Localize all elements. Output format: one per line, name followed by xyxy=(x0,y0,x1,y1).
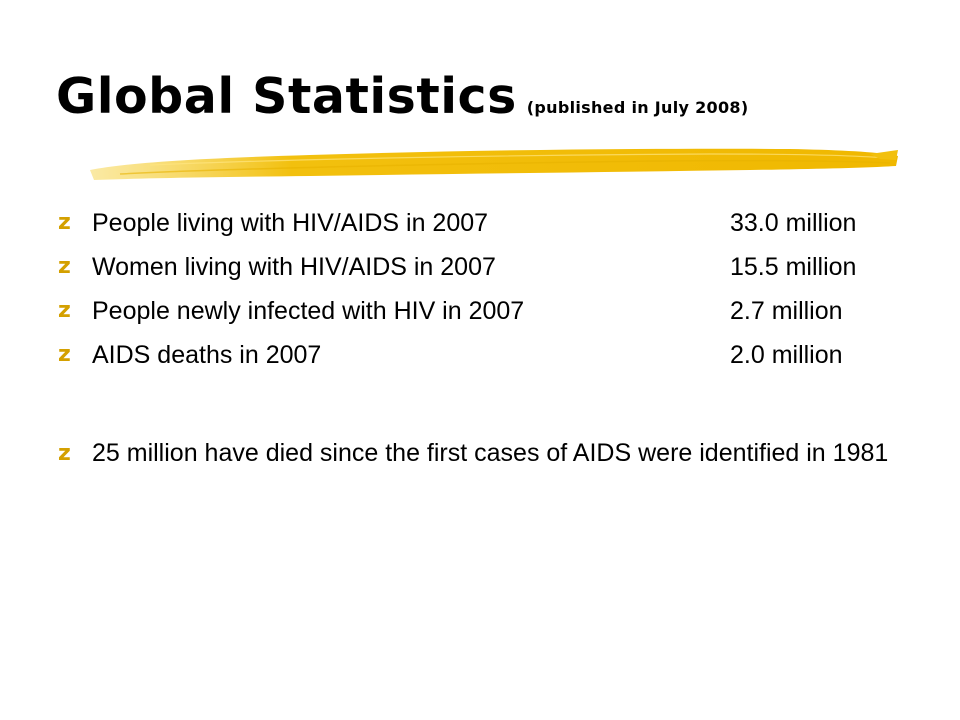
slide-title: Global Statistics xyxy=(56,68,517,125)
bullet-icon: z xyxy=(58,298,71,323)
slide-title-block xyxy=(56,68,749,125)
summary-note xyxy=(58,437,918,470)
stats-list xyxy=(58,205,918,470)
stat-value: 33.0 million xyxy=(730,209,857,237)
bullet-icon: z xyxy=(58,441,71,466)
stat-value: 2.7 million xyxy=(730,297,843,325)
brush-stroke-underline xyxy=(90,140,900,186)
summary-note-text: 25 million have died since the first cases of AIDS were identified in 1981 xyxy=(92,439,889,467)
stat-row xyxy=(58,293,918,337)
slide-subtitle: (published in July 2008) xyxy=(526,98,749,117)
bullet-icon: z xyxy=(58,210,71,235)
stat-row xyxy=(58,205,918,249)
stat-label: People living with HIV/AIDS in 2007 xyxy=(92,209,489,237)
stat-label: Women living with HIV/AIDS in 2007 xyxy=(92,253,496,281)
stat-row xyxy=(58,249,918,293)
stat-label: People newly infected with HIV in 2007 xyxy=(92,297,525,325)
stat-label: AIDS deaths in 2007 xyxy=(92,341,322,369)
bullet-icon: z xyxy=(58,254,71,279)
stat-value: 15.5 million xyxy=(730,253,857,281)
bullet-icon: z xyxy=(58,342,71,367)
brush-stroke-main xyxy=(90,149,898,180)
stat-row xyxy=(58,337,918,381)
stat-value: 2.0 million xyxy=(730,341,843,369)
